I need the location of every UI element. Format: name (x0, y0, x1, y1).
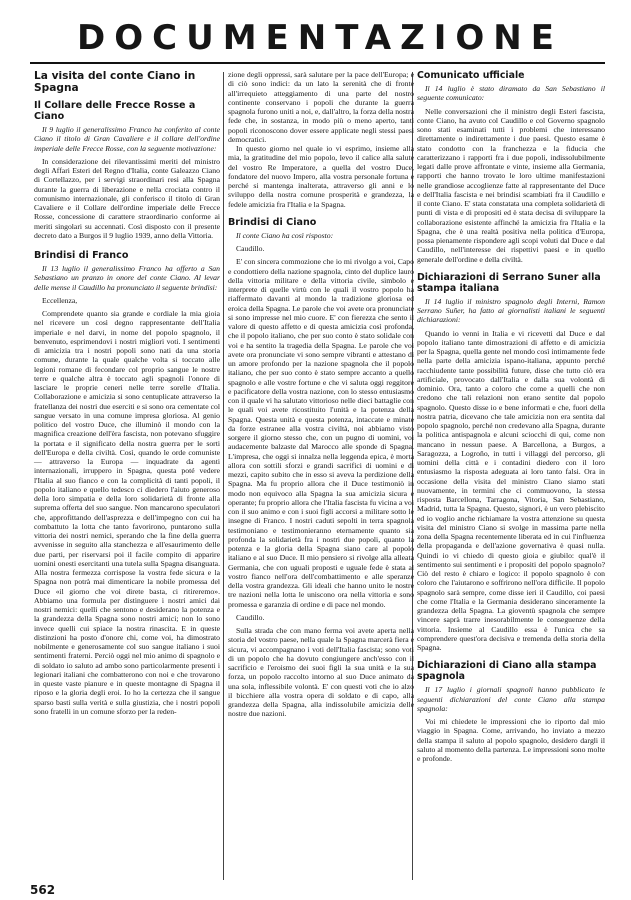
intro-text: Il 13 luglio il generalissimo Franco ha offerto a San Sebastiano un pranzo in onore del conte Ciano. Al levar delle mense il Caudillo ha pronunciato il seguente brindisi: (34, 264, 220, 292)
page-title: DOCUMENTAZIONE (77, 18, 563, 58)
salutation: Eccellenza, (42, 295, 78, 305)
intro-text: Il 14 luglio il ministro spagnolo degli Interni, Ramon Serrano Suñer, ha fatto ai giornalisti italiani le seguenti dichiarazioni: (417, 296, 605, 325)
column-divider (223, 72, 224, 880)
body-paragraph: zione degli oppressi, sarà salutare per la pace dell'Europa; e di ciò sono indici: da un lato la serenità che di fronte all'irrequieto atteggiamento di una parte del nostro continente conservano i popoli che durante la guerra spagnola furono uniti a noi, e, dall'altro, la forza della nostra fede che, in sostanza, in modo più o meno aperto, tanti popoli riconoscono dover essere applicate negli stessi paesi democratici. (228, 70, 414, 144)
body-paragraph: In questo giorno nel quale io vi esprimo, insieme alla mia, la gratitudine del mio popolo, levo il calice alla salute del vostro Re Imperatore, a quella del vostro Duce, fondatore del nuovo Impero, alla vostra personale fortuna e perché si mantenga inalterata, attraverso gli anni e lo sviluppo della nostra comune prosperità e grandezza, la fedele amicizia fra l'Italia e la Spagna. (228, 144, 414, 209)
header-rule (30, 62, 605, 64)
intro-text: Il 17 luglio i giornali spagnoli hanno pubblicato le seguenti dichiarazioni del conte Ciano alla stampa spagnola: (417, 685, 605, 713)
section-heading: Dichiarazioni di Ciano alla stampa spagnola (417, 660, 597, 683)
section-heading: Brindisi di Ciano (228, 216, 317, 228)
section-heading: Comunicato ufficiale (417, 70, 525, 81)
column-1 (34, 70, 220, 716)
intro-text: Il conte Ciano ha così risposto: (236, 230, 334, 240)
body-paragraph: In considerazione dei rilevantissimi meriti del ministro degli Affari Esteri del Regno d'Italia, conte Galeazzo Ciano di Cortellazzo, per i servigi straordinari resi alla Spagna durante la guerra di liberazione e nella crociata contro il comunismo internazionale, gli conferisco il titolo di Gran Cavaliere e il Collare dell'ordine imperiale delle Frecce Rosse, concessione di carattere straordinario conforme ai meriti singolari su accennati. Così disposto con il presente decreto dato a Burgos il 9 luglio 1939, anno della Vittoria. (34, 156, 220, 240)
column-2 (228, 70, 414, 719)
salutation: Caudillo. (236, 612, 265, 622)
intro-text: Il 9 luglio il generalissimo Franco ha conferito al conte Ciano il titolo di Gran Cavaliere e il collare dell'ordine imperiale delle Frecce Rosse, con la seguente motivazione: (34, 125, 220, 153)
body-paragraph: Voi mi chiedete le impressioni che io riporto dal mio viaggio in Spagna. Come, arrivando, ho inviato a mezzo della stampa il saluto al popolo spagnolo, desidero dargli il saluto al momento della partenza. Le impressioni sono molte e profonde. (417, 717, 605, 763)
page-number: 562 (30, 883, 56, 897)
body-paragraph: Sulla strada che con mano ferma voi avete aperta nella storia del vostro paese, nella quale la Spagna marcerà fiera e sicura, vi accompagnano i voti dell'Italia fascista; sono voti di un popolo che ha dovuto congiungere anch'esso con il sacrificio e l'eroismo dei suoi figli la sua unità e la sua forza, un popolo raccolto intorno al suo Duce animato da una sola, inflessibile volontà. E' con questi voti che io alzo il bicchiere alla vostra opera di soldato e di capo, alla grandezza della Spagna, alla indissolubile amicizia delle nostre due nazioni. (228, 626, 414, 719)
body-paragraph: E' con sincera commozione che io mi rivolgo a voi, Capo e condottiero della nazione spagnola, cinto del duplice lauro della vittoria militare e della vittoria civile, simbolo e interprete di quelle virtù con le quali il vostro popolo ha riaffermato davanti al mondo la tradizione gloriosa ed eroica della Spagna. Le parole che voi avete ora pronunciate si sono impresse nel mio cuore. E' con fierezza che sento il valore di questo affetto e di questa amicizia così profonda, che il popolo italiano, che per suo conto è stato solidale con voi e ha sentito la tragedia della Spagna. Le parole che voi avete ora pronunciate vi sono sempre vibranti e attestano di un amore profondo per la nazione spagnola che il popolo italiano, che per suo conto è stato sempre accanto a quello spagnolo e alle vostre fortune e che vi saluta oggi reggitore e pacificatore della vostra nazione, con lo stesso entusiasmo con il quale vi ha salutato vittorioso nelle dieci battaglie con le quali voi avete ricostituito l'unità e la potenza della Spagna. Questa unità e questa potenza, intaccate e minate da forze estranee alla vostra civiltà, noi abbiamo visto sorgere il giorno stesso che, con un pugno di uomini, voi audacemente balzaste dal Marocco alle sponde di Spagna. L'impresa, che oggi si innalza nella leggenda epica, è morta allora con sottili sforzi e grandi sacrifici di uomini e di mezzi, capito subito che in esso si aveva la perdizione della Spagna. Ma fu proprio allora che il Duce testimoniò in modo non equivoco alla Spagna la sua amicizia sicura e operante; fu proprio allora che l'Italia fascista fu vicina a voi con il suo animo e con i suoi figli accorsi a militare sotto le insegne di Franco. I nostri caduti sepolti in terra spagnola testimoniano e testimonieranno eternamente quanto sia profonda la solidarietà fra i nostri due popoli, quanto la potenza e la gloria della Spagna siano care al popolo italiano e al suo Duce. Il mio pensiero si rivolge alla alleata Germania, che con uguali proposti e uguale fede è stata al vostro fianco nell'ora dell'combattimento e alle speranze della vostra grandezza. Gli ideali che hanno unito le nostre tre nazioni nella lotta le uniscono ora nella vittoria e sono promessa e garanzia di ordine e di pace nel mondo. (228, 257, 414, 609)
body-paragraph: Quando io venni in Italia e vi ricevetti dal Duce e dal popolo italiano tante dimostrazioni di affetto e di amicizia per la Spagna, quella gente nel mondo così intimamente fede nella parte della amicizia ispano-italiana, appunto perché racchiudente tante possibilità future, disse che tutto ciò era artificiale, provocato dall'Italia e dalla sua volontà di dominio. Ora, tanto a coloro che come a quelli che non credono che tali relazioni non erano sentite dal popolo spagnolo. Questo disse io e bene informati e che, fuori della nostra patria, dicevano che tale amicizia non era sentita dal popolo spagnolo, perché non credevano alla Spagna, durante la politica antispagnola e alcuni sciocchi di qui, come non mancano in nessun paese. A Barcellona, a Burgos, a Saragozza, a Logroño, in tutti i villaggi del percorso, gli uomini della città e i contadini diedero con il loro entusiasmo la risposta adeguata ai loro tanto falsi. Ora in occasione della visita del ministro Ciano siamo stati nuovamente, in termini che ci commuovono, la stessa risposta Barcellona, Tarragona, Vitoria, San Sebastiano, Madrid, tutta la Spagna. Questo, signori, è un vero plebiscito ed io voglio anche richiamare la vostra attenzione su questa visita del ministro Ciano si svolge in massima parte nella zona della Spagna recentemente liberata ed in cui l'influenza della propaganda e dell'azione governativa è quasi nulla. Quindi io vi chiedo di questo gioia e giubilo: qual'è il sentimento sui sentimenti e i propositi del popolo spagnolo? Ciò del resto è chiaro e logico: il popolo spagnolo è con coloro che l'aiutarono e soffrirono nell'ora difficile. Il popolo spagnolo sarà sempre, come disse ieri il Caudillo, coi paesi che come l'Italia e la Germania desiderano sinceramente la grandezza della Spagna. La gioventù spagnola che sempre vincere saprà trarre inesorabilmente le conseguenze della vittoria. Insieme al Caudillo essa è l'unica che sa comprendere quest'ora decisiva e tremenda della storia della Spagna. (417, 328, 605, 652)
salutation: Caudillo. (236, 244, 265, 253)
section-heading: Dichiarazioni di Serrano Suner alla stampa italiana (417, 271, 601, 294)
column-3 (417, 70, 605, 763)
article-title: La visita del conte Ciano in Spagna (34, 70, 196, 94)
section-heading: Il Collare delle Frecce Rosse a Ciano (34, 100, 196, 122)
body-paragraph: Nelle conversazioni che il ministro degli Esteri fascista, conte Ciano, ha avuto col Caudillo e col Governo spagnolo sono stati esaminati tutti i problemi che interessano direttamente o indirettamente i due paesi. Questo esame è stato condotto con la franchezza e la fiducia che caratterizzano i rapporti fra i due popoli, indissolubilmente legati dalle prove affrontate e vinte, insieme alla Germania, rapporti che hanno trovato le loro ultime manifestazioni nelle grandiose accoglienze fatte al rappresentante del Duce e dell'Italia fascista e nei brindisi scambiati fra il Caudillo e il conte Ciano. E' stata constatata una completa solidarietà di punti di vista e di propositi ed è stata decisa di sviluppare la collaborazione esistente affinché la amicizia fra l'Italia e la Spagna, che è una realtà positiva nella politica d'Europa, possa pienamente rispondere agli scopi voluti dal Duce e dal Caudillo, nell'interesse dei rispettivi paesi e in quello generale dell'ordine e della civiltà. (417, 106, 605, 264)
body-paragraph: Comprendete quanto sia grande e cordiale la mia gioia nel ricevere un così degno rappresentante dell'Italia imperiale e nel darvi, in nome del popolo spagnolo, il benvenuto, esprimendovi i nostri migliori voti. I sentimenti di amicizia tra i nostri popoli sono nati da una storia comune, durante la quale qualche volta si toccato alle legioni romane di fecondare col proprio sangue le nostre terre e qualche altra è toccato agli spagnoli l'onore di lasciare le proprie ceneri nelle terre sorelle d'Italia. Collaborazione e amicizia si sono centuplicate attraverso la fratellanza dei nostri due eserciti e si sono ora cementate col sangue versato in una comune impresa gloriosa. Al genio politico del vostro Duce, che illuminò il mondo con la magnifica creazione dell'èra fascista, non potevano sfuggire la portata e il significato della nostra guerra per le sorti dell'Europa e della civiltà. Così, quando le orde comuniste — attraverso la Europa — inquadrate da agenti internazionali, irruppero in Spagna, questa poté vedere l'Italia al suo fianco e con la complicità di tanti popoli, il popolo italiano e quello tedesco ci diedero l'aiuto generoso della loro simpatia e della loro solidarietà di fronte alla suprema offerta del suo sangue. Non mancarono speculatori che, approfittando dell'asprezza e dell'impegno con cui ha combattuto la lotta che tanto favorirono, puntarono sulla vittoria dei nostri nemici, sperando che la fine della guerra avvenisse in seguito alla stanchezza e all'esaurimento delle due parti, per riservarsi poi il facile compito di apparire uomini onesti esercitanti una tutela sulla Spagna disanguata. Alla nostra fermezza corrispose la vostra fede sicura e la Spagna non potrà mai dimenticare la nobile promessa del Duce «il giorno che voi direte basta, ci ritireremo». Abbiamo una formula per distinguere i nostri amici dai nostri nemici: quelli che sentono e desiderano la potenza e la grandezza della Spagna sono nostri amici; non lo sono invece quelli cui spiace la nostra rinascita. E in queste distinzioni ha posto d'onore chi, come voi, ha dimostrato nobilmente e generosamente col suo sangue italiano i suoi sentimenti fraterni. Perciò oggi nel mio animo di spagnolo e di soldato io saluto ad ambo sono particolarmente presenti i legionari italiani che combatterono con noi e che trovarono in queste vaste pianure e in queste montagne di Spagna il riposo e la gloria degli eroi. Io ho la certezza che il sangue sparso basti sulla verità e sulla giustizia, che i nostri popoli sono fratelli in un comune sforzo per la reden- (34, 309, 220, 716)
intro-text: Il 14 luglio è stato diramato da San Sebastiano il seguente comunicato: (417, 84, 605, 103)
section-heading: Brindisi di Franco (34, 250, 129, 261)
